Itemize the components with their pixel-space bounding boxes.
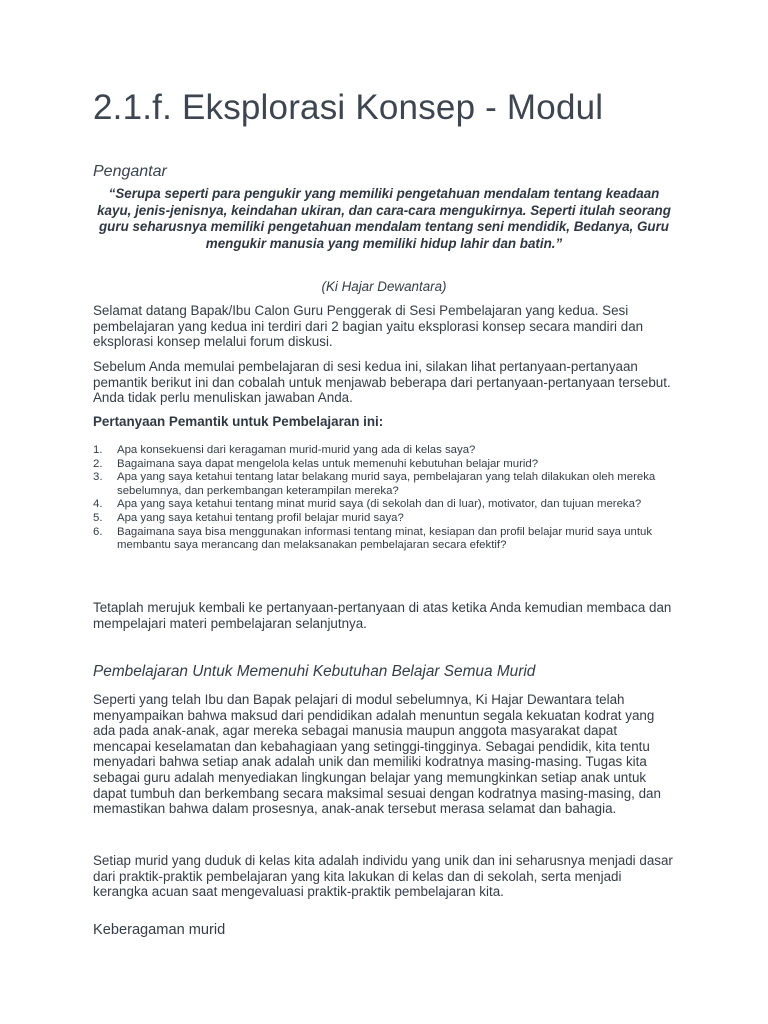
list-item-text: Bagaimana saya dapat mengelola kelas untuk memenuhi kebutuhan belajar murid?	[117, 457, 539, 470]
before-paragraph: Sebelum Anda memulai pembelajaran di sesi kedua ini, silakan lihat pertanyaan-pertanyaan pemantik berikut ini dan cobalah untuk menjawab beberapa dari pertanyaan-pertanyaan tersebut. Anda tidak perlu menuliskan jawaban Anda.	[93, 359, 671, 406]
list-item	[93, 498, 675, 512]
section-paragraph-2: Setiap murid yang duduk di kelas kita adalah individu yang unik dan ini seharusnya menjadi dasar dari praktik-praktik pembelajaran yang kita lakukan di kelas dan di sekolah, serta menjadi kerangka acuan saat mengevaluasi praktik-praktik pembelajaran kita.	[93, 853, 673, 900]
list-number: 1.	[93, 444, 103, 456]
list-item	[93, 526, 675, 553]
section-heading: Pembelajaran Untuk Memenuhi Kebutuhan Belajar Semua Murid	[93, 663, 536, 680]
list-item-text: Apa yang saya ketahui tentang minat murid saya (di sekolah dan di luar), motivator, dan tujuan mereka?	[117, 498, 642, 511]
questions-list	[93, 444, 675, 553]
list-number: 6.	[93, 525, 103, 538]
intro-label: Pengantar	[93, 163, 167, 180]
list-item-text: Bagaimana saya bisa menggunakan informasi tentang minat, kesiapan dan profil belajar murid saya untuk membantu saya merancang dan melaksanakan pembelajaran secara efektif?	[117, 525, 653, 552]
list-item	[93, 444, 675, 458]
list-item-text: Apa yang saya ketahui tentang profil belajar murid saya?	[117, 511, 404, 524]
section-paragraph-1: Seperti yang telah Ibu dan Bapak pelajari di modul sebelumnya, Ki Hajar Dewantara telah menyampaikan bahwa maksud dari pendidikan adalah menuntun segala kekuatan kodrat yang ada pada anak-anak, agar mereka sebagai manusia maupun anggota masyarakat dapat mencapai keselamatan dan kebahagiaan yang setinggi-tingginya. Sebagai pendidik, kita tentu menyadari bahwa setiap anak adalah unik dan memiliki kodratnya masing-masing. Tugas kita sebagai guru adalah menyediakan lingkungan belajar yang memungkinkan setiap anak untuk dapat tumbuh dan berkembang secara maksimal sesuai dengan kodratnya masing-masing, dan memastikan bahwa dalam prosesnya, anak-anak tersebut merasa selamat dan bahagia.	[93, 692, 661, 817]
list-number: 4.	[93, 498, 103, 511]
subsection-heading: Keberagaman murid	[93, 922, 226, 938]
welcome-paragraph: Selamat datang Bapak/Ibu Calon Guru Penggerak di Sesi Pembelajaran yang kedua. Sesi pembelajaran yang kedua ini terdiri dari 2 bagian yaitu eksplorasi konsep secara mandiri dan eksplorasi konsep melalui forum diskusi.	[93, 303, 644, 350]
list-item	[93, 512, 675, 526]
quote-text: “Serupa seperti para pengukir yang memiliki pengetahuan mendalam tentang keadaan kayu, jenis-jenisnya, keindahan ukiran, dan cara-cara mengukirnya. Seperti itulah seorang guru seharusnya memiliki pengetahuan mendalam tentang seni mendidik, Bedanya, Guru mengukir manusia yang memiliki hidup lahir dan batin.”	[97, 186, 671, 251]
page-title: 2.1.f. Eksplorasi Konsep - Modul	[93, 88, 604, 127]
list-item	[93, 471, 675, 498]
questions-heading: Pertanyaan Pemantik untuk Pembelajaran ini:	[93, 414, 384, 429]
list-item-text: Apa yang saya ketahui tentang latar belakang murid saya, pembelajaran yang telah dilakukan oleh mereka sebelumnya, dan perkembangan keterampilan mereka?	[117, 471, 656, 497]
list-item-text: Apa konsekuensi dari keragaman murid-murid yang ada di kelas saya?	[117, 444, 476, 456]
list-number: 3.	[93, 471, 103, 484]
quote-attribution: (Ki Hajar Dewantara)	[321, 279, 447, 294]
list-item	[93, 458, 675, 472]
list-number: 5.	[93, 511, 103, 524]
list-number: 2.	[93, 457, 103, 470]
refer-paragraph: Tetaplah merujuk kembali ke pertanyaan-pertanyaan di atas ketika Anda kemudian membaca dan mempelajari materi pembelajaran selanjutnya.	[93, 600, 672, 631]
